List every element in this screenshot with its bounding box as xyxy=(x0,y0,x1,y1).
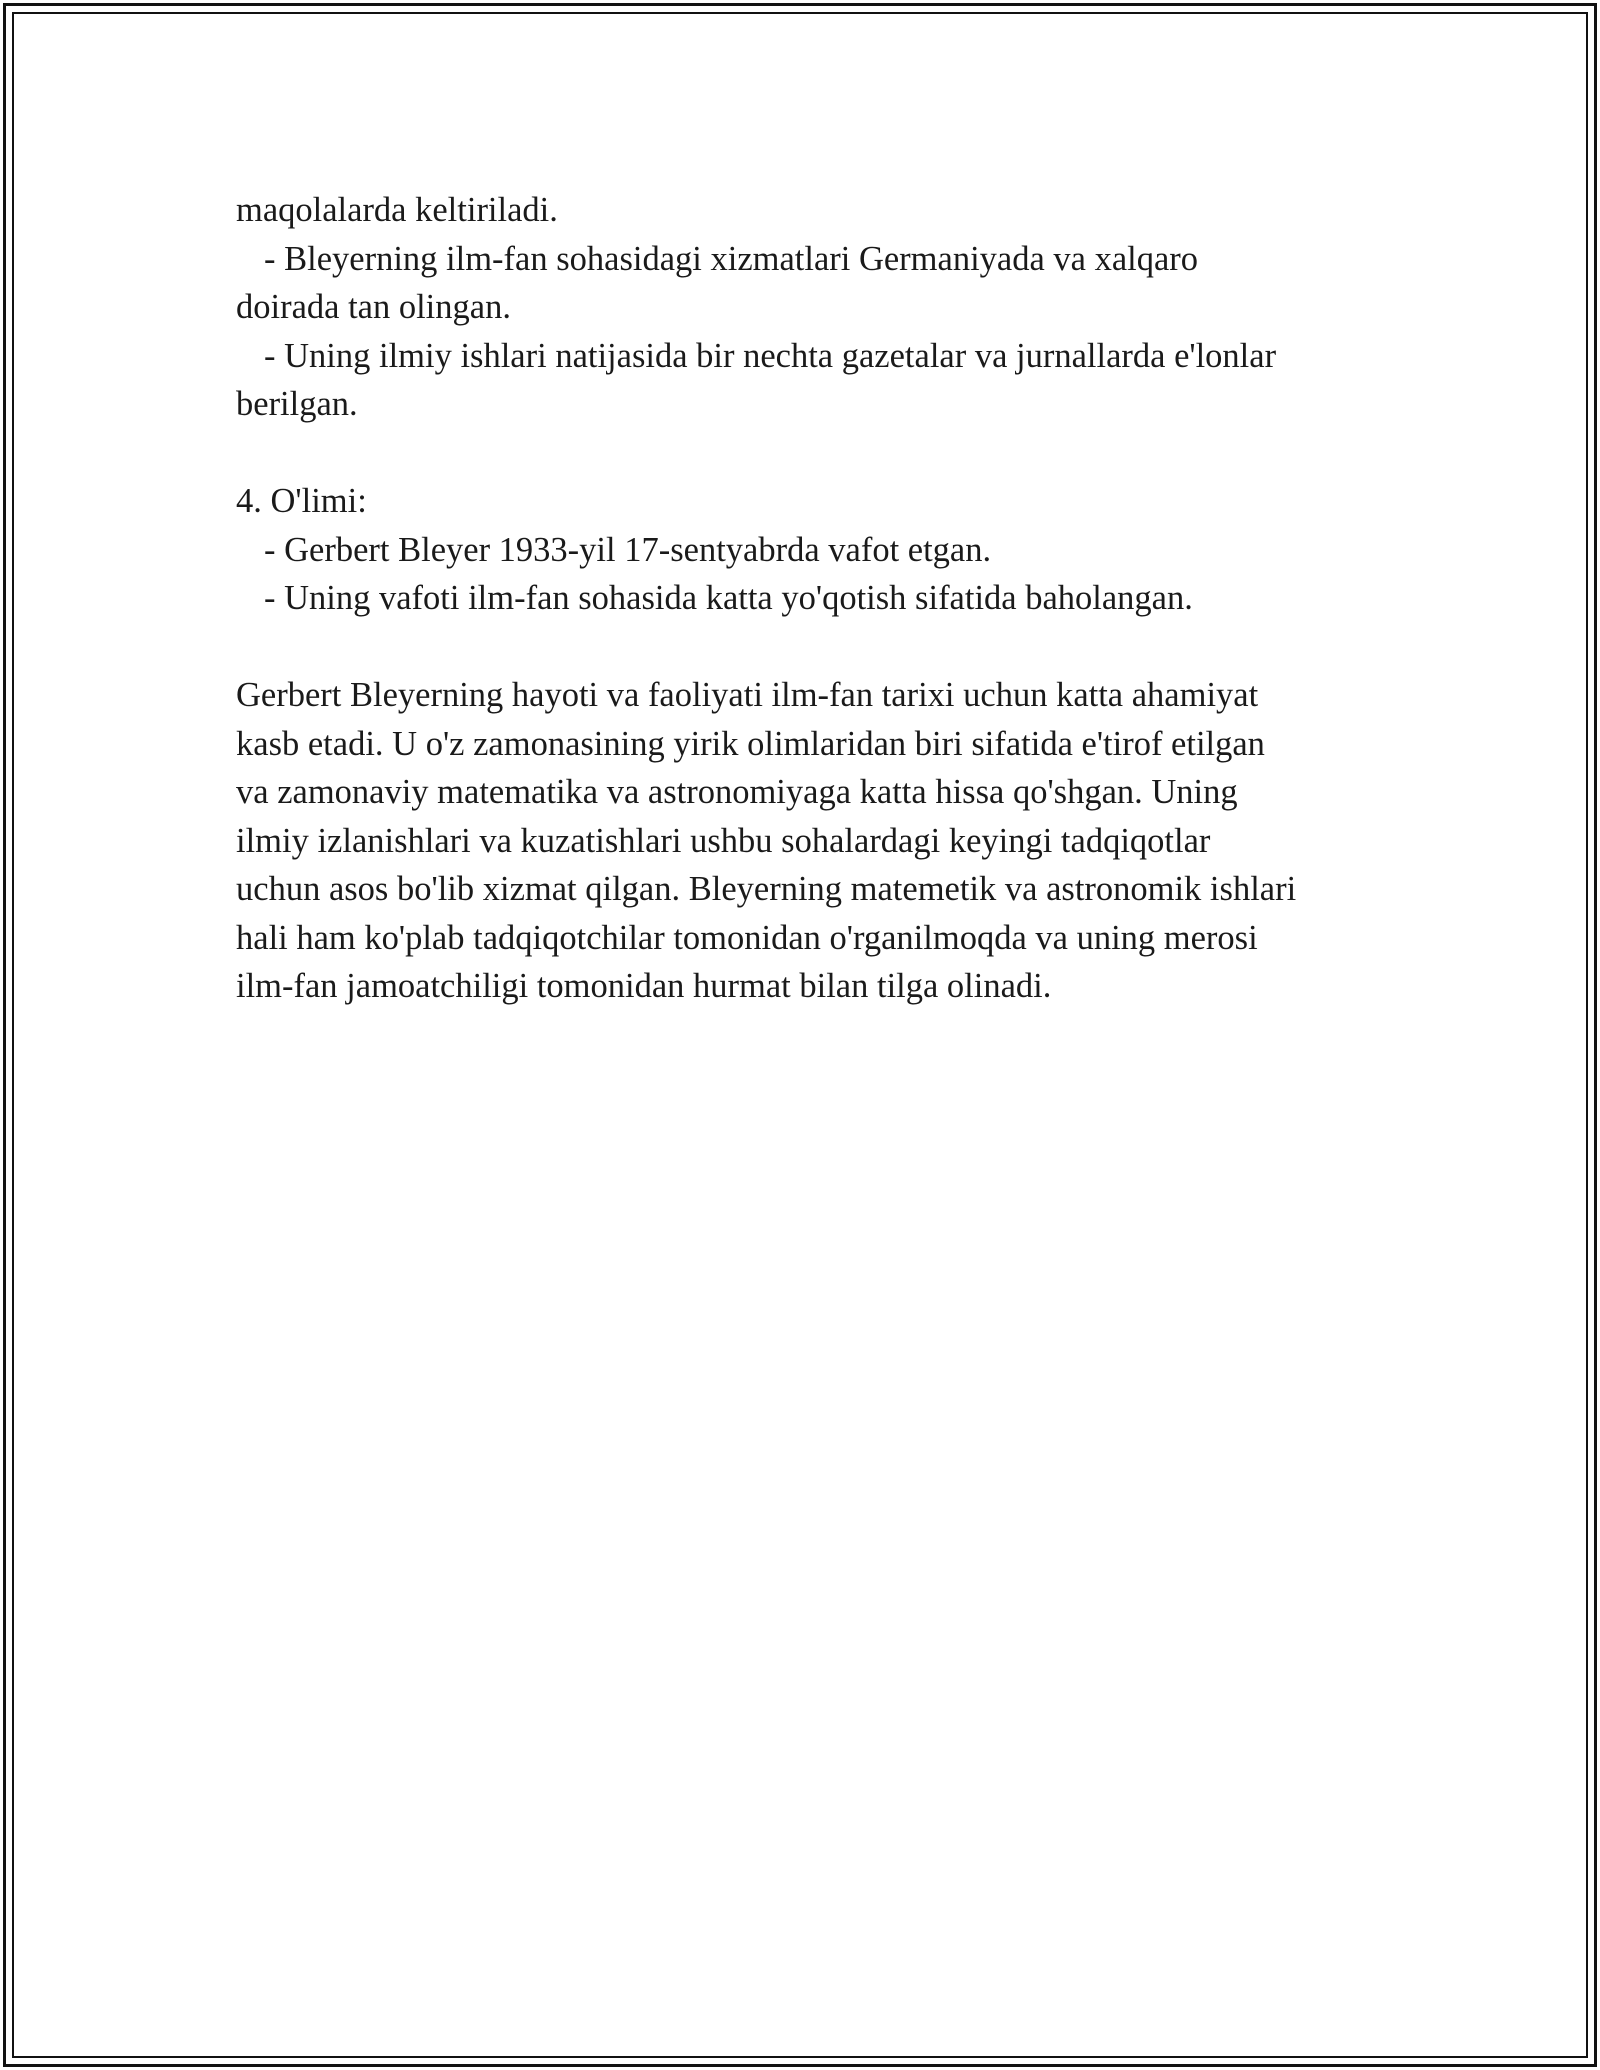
text-line: berilgan. xyxy=(236,385,358,423)
text-line: va zamonaviy matematika va astronomiyaga katta hissa qo'shgan. Uning xyxy=(236,773,1238,811)
bullet-item: - Gerbert Bleyer 1933-yil 17-sentyabrda vafot etgan. xyxy=(264,530,992,569)
text-line: hali ham ko'plab tadqiqotchilar tomonidan o'rganilmoqda va uning merosi xyxy=(236,918,1258,957)
text-line: ilm-fan jamoatchiligi tomonidan hurmat bilan tilga olinadi. xyxy=(236,967,1052,1005)
text-line: kasb etadi. U o'z zamonasining yirik olimlaridan biri sifatida e'tirof etilgan xyxy=(236,724,1265,763)
bullet-item: - Bleyerning ilm-fan sohasidagi xizmatlari Germaniyada va xalqaro xyxy=(264,239,1199,278)
text-line: ilmiy izlanishlari va kuzatishlari ushbu sohalardagi keyingi tadqiqotlar xyxy=(236,821,1211,860)
conclusion-paragraph xyxy=(236,671,1386,1011)
document-body xyxy=(236,186,1386,1011)
bullet-item: - Uning ilmiy ishlari natijasida bir nechta gazetalar va jurnallarda e'lonlar xyxy=(264,336,1277,375)
continuation-block xyxy=(236,186,1386,429)
section-heading: 4. O'limi: xyxy=(236,482,367,520)
text-line: doirada tan olingan. xyxy=(236,288,511,326)
spacer xyxy=(236,429,1386,478)
text-line: Gerbert Bleyerning hayoti va faoliyati ilm-fan tarixi uchun katta ahamiyat xyxy=(236,676,1259,714)
text-line: maqolalarda keltiriladi. xyxy=(236,191,558,229)
text-line: uchun asos bo'lib xizmat qilgan. Bleyerning matemetik va astronomik ishlari xyxy=(236,870,1297,908)
section-4 xyxy=(236,477,1386,623)
spacer xyxy=(236,623,1386,672)
bullet-item: - Uning vafoti ilm-fan sohasida katta yo'qotish sifatida baholangan. xyxy=(264,579,1193,617)
